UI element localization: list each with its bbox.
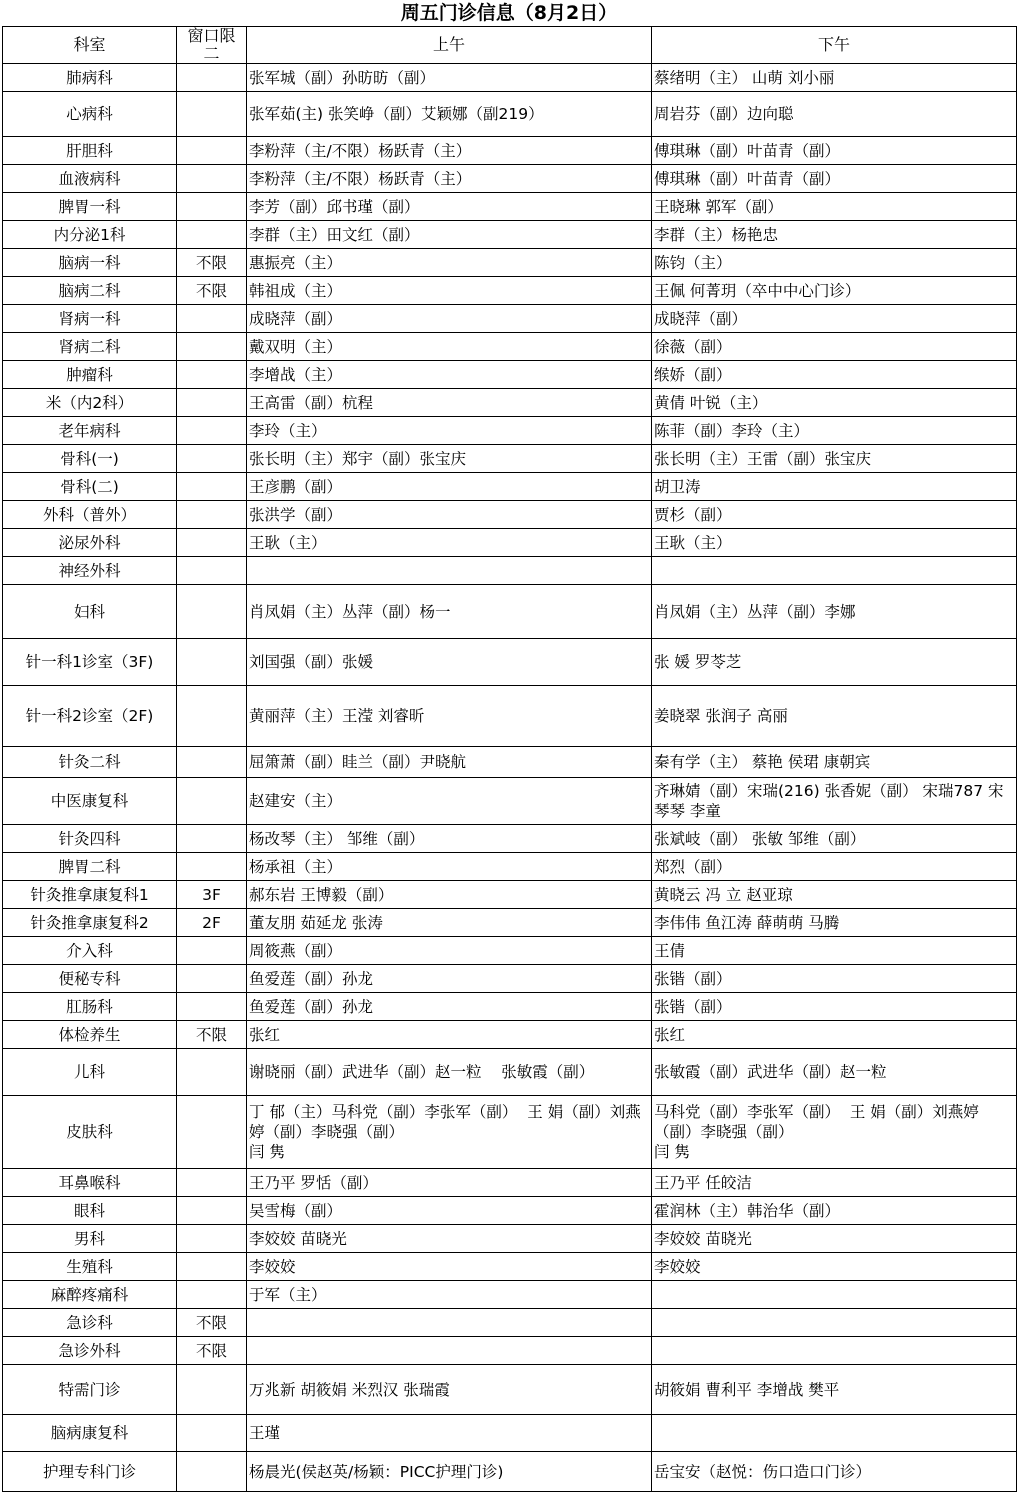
dept-cell: 肛肠科 bbox=[3, 993, 177, 1021]
morning-cell: 鱼爱莲（副）孙龙 bbox=[247, 993, 652, 1021]
afternoon-cell: 徐薇（副） bbox=[652, 333, 1017, 361]
afternoon-cell: 张红 bbox=[652, 1021, 1017, 1049]
dept-cell: 针一科2诊室（2F) bbox=[3, 686, 177, 747]
window-limit-cell: 不限 bbox=[177, 277, 247, 305]
afternoon-cell: 李伟伟 鱼江涛 薛萌萌 马腾 bbox=[652, 909, 1017, 937]
afternoon-cell: 李群（主）杨艳忠 bbox=[652, 221, 1017, 249]
window-limit-cell bbox=[177, 165, 247, 193]
window-limit-cell bbox=[177, 529, 247, 557]
afternoon-cell: 李姣姣 bbox=[652, 1253, 1017, 1281]
table-row bbox=[3, 1365, 1017, 1415]
window-limit-cell bbox=[177, 639, 247, 686]
table-row bbox=[3, 333, 1017, 361]
window-limit-cell: 不限 bbox=[177, 1021, 247, 1049]
dept-cell: 肾病一科 bbox=[3, 305, 177, 333]
dept-cell: 心病科 bbox=[3, 92, 177, 137]
morning-cell: 赵建安（主） bbox=[247, 778, 652, 825]
window-limit-cell bbox=[177, 1281, 247, 1309]
table-row bbox=[3, 501, 1017, 529]
table-row bbox=[3, 686, 1017, 747]
page-title: 周五门诊信息（8月2日） bbox=[400, 2, 618, 24]
table-row bbox=[3, 909, 1017, 937]
afternoon-cell: 胡筱娟 曹利平 李增战 樊平 bbox=[652, 1365, 1017, 1415]
dept-cell: 急诊科 bbox=[3, 1309, 177, 1337]
window-limit-cell: 不限 bbox=[177, 249, 247, 277]
table-row bbox=[3, 1253, 1017, 1281]
afternoon-cell: 黄倩 叶锐（主） bbox=[652, 389, 1017, 417]
morning-cell: 丁 郁（主）马科党（副）李张军（副） 王 娟（副）刘燕婷（副）李晓强（副） 闫 隽 bbox=[247, 1096, 652, 1169]
morning-cell: 王耿（主） bbox=[247, 529, 652, 557]
morning-cell: 李姣姣 苗晓光 bbox=[247, 1225, 652, 1253]
afternoon-cell: 黄晓云 冯 立 赵亚琼 bbox=[652, 881, 1017, 909]
table-row bbox=[3, 825, 1017, 853]
table-row bbox=[3, 937, 1017, 965]
dept-cell: 儿科 bbox=[3, 1049, 177, 1096]
window-limit-cell bbox=[177, 333, 247, 361]
dept-cell: 脑病一科 bbox=[3, 249, 177, 277]
afternoon-cell bbox=[652, 557, 1017, 585]
afternoon-cell: 齐琳婧（副）宋瑞(216) 张香妮（副） 宋瑞787 宋琴琴 李童 bbox=[652, 778, 1017, 825]
dept-cell: 针一科1诊室（3F) bbox=[3, 639, 177, 686]
afternoon-cell bbox=[652, 1415, 1017, 1452]
afternoon-cell: 张敏霞（副）武进华（副）赵一粒 bbox=[652, 1049, 1017, 1096]
afternoon-cell: 郑烈（副） bbox=[652, 853, 1017, 881]
morning-cell: 万兆新 胡筱娟 米烈汉 张瑞霞 bbox=[247, 1365, 652, 1415]
morning-cell: 惠振亮（主） bbox=[247, 249, 652, 277]
window-limit-cell bbox=[177, 1415, 247, 1452]
window-limit-cell bbox=[177, 361, 247, 389]
table-row bbox=[3, 417, 1017, 445]
window-limit-cell bbox=[177, 501, 247, 529]
header-am: 上午 bbox=[247, 27, 652, 64]
morning-cell: 张长明（主）郑宇（副）张宝庆 bbox=[247, 445, 652, 473]
header-row bbox=[3, 27, 1017, 64]
dept-cell: 肺病科 bbox=[3, 64, 177, 92]
window-limit-cell bbox=[177, 1049, 247, 1096]
dept-cell: 针灸推拿康复科2 bbox=[3, 909, 177, 937]
table-row bbox=[3, 1452, 1017, 1492]
morning-cell: 成晓萍（副） bbox=[247, 305, 652, 333]
dept-cell: 耳鼻喉科 bbox=[3, 1169, 177, 1197]
morning-cell: 张洪学（副） bbox=[247, 501, 652, 529]
dept-cell: 介入科 bbox=[3, 937, 177, 965]
afternoon-cell: 胡卫涛 bbox=[652, 473, 1017, 501]
afternoon-cell: 贾杉（副） bbox=[652, 501, 1017, 529]
window-limit-cell bbox=[177, 1253, 247, 1281]
morning-cell: 李增战（主） bbox=[247, 361, 652, 389]
table-row bbox=[3, 529, 1017, 557]
table-row bbox=[3, 249, 1017, 277]
dept-cell: 骨科(二) bbox=[3, 473, 177, 501]
table-row bbox=[3, 1337, 1017, 1365]
afternoon-cell: 肖凤娟（主）丛萍（副）李娜 bbox=[652, 585, 1017, 639]
dept-cell: 内分泌1科 bbox=[3, 221, 177, 249]
afternoon-cell: 陈菲（副）李玲（主） bbox=[652, 417, 1017, 445]
window-limit-cell bbox=[177, 965, 247, 993]
table-row bbox=[3, 137, 1017, 165]
morning-cell: 郝东岩 王博毅（副） bbox=[247, 881, 652, 909]
afternoon-cell: 李姣姣 苗晓光 bbox=[652, 1225, 1017, 1253]
morning-cell: 谢晓丽（副）武进华（副）赵一粒 张敏霞（副） bbox=[247, 1049, 652, 1096]
dept-cell: 中医康复科 bbox=[3, 778, 177, 825]
dept-cell: 针灸二科 bbox=[3, 747, 177, 778]
table-row bbox=[3, 1021, 1017, 1049]
table-row bbox=[3, 1309, 1017, 1337]
table-row bbox=[3, 445, 1017, 473]
dept-cell: 脑病二科 bbox=[3, 277, 177, 305]
morning-cell: 刘国强（副）张媛 bbox=[247, 639, 652, 686]
dept-cell: 脾胃二科 bbox=[3, 853, 177, 881]
window-limit-cell bbox=[177, 778, 247, 825]
window-limit-cell bbox=[177, 221, 247, 249]
afternoon-cell: 张长明（主）王雷（副）张宝庆 bbox=[652, 445, 1017, 473]
dept-cell: 骨科(一) bbox=[3, 445, 177, 473]
window-limit-cell bbox=[177, 1452, 247, 1492]
morning-cell bbox=[247, 1337, 652, 1365]
table-row bbox=[3, 193, 1017, 221]
table-row bbox=[3, 1197, 1017, 1225]
morning-cell: 王高雷（副）杭程 bbox=[247, 389, 652, 417]
table-row bbox=[3, 639, 1017, 686]
morning-cell: 戴双明（主） bbox=[247, 333, 652, 361]
table-row bbox=[3, 1225, 1017, 1253]
afternoon-cell: 王耿（主） bbox=[652, 529, 1017, 557]
window-limit-cell: 2F bbox=[177, 909, 247, 937]
dept-cell: 护理专科门诊 bbox=[3, 1452, 177, 1492]
table-row bbox=[3, 853, 1017, 881]
window-limit-cell: 不限 bbox=[177, 1309, 247, 1337]
table-row bbox=[3, 473, 1017, 501]
window-limit-cell bbox=[177, 825, 247, 853]
window-limit-cell bbox=[177, 993, 247, 1021]
dept-cell: 肿瘤科 bbox=[3, 361, 177, 389]
dept-cell: 眼科 bbox=[3, 1197, 177, 1225]
morning-cell: 李粉萍（主/不限）杨跃青（主） bbox=[247, 137, 652, 165]
window-limit-cell bbox=[177, 1096, 247, 1169]
header-dept: 科室 bbox=[3, 27, 177, 64]
window-limit-cell bbox=[177, 305, 247, 333]
window-limit-cell bbox=[177, 686, 247, 747]
afternoon-cell: 王晓琳 郭军（副） bbox=[652, 193, 1017, 221]
morning-cell: 韩祖成（主） bbox=[247, 277, 652, 305]
morning-cell: 鱼爱莲（副）孙龙 bbox=[247, 965, 652, 993]
afternoon-cell: 蔡绪明（主） 山萌 刘小丽 bbox=[652, 64, 1017, 92]
clinic-schedule-table bbox=[2, 26, 1017, 1492]
window-limit-cell bbox=[177, 473, 247, 501]
afternoon-cell: 霍润林（主）韩治华（副） bbox=[652, 1197, 1017, 1225]
table-row bbox=[3, 277, 1017, 305]
dept-cell: 特需门诊 bbox=[3, 1365, 177, 1415]
dept-cell: 麻醉疼痛科 bbox=[3, 1281, 177, 1309]
table-row bbox=[3, 165, 1017, 193]
dept-cell: 皮肤科 bbox=[3, 1096, 177, 1169]
dept-cell: 急诊外科 bbox=[3, 1337, 177, 1365]
table-row bbox=[3, 747, 1017, 778]
morning-cell: 李芳（副）邱书瑾（副） bbox=[247, 193, 652, 221]
morning-cell: 王瑾 bbox=[247, 1415, 652, 1452]
morning-cell: 王乃平 罗恬（副） bbox=[247, 1169, 652, 1197]
table-row bbox=[3, 993, 1017, 1021]
afternoon-cell: 缑娇（副） bbox=[652, 361, 1017, 389]
dept-cell: 脾胃一科 bbox=[3, 193, 177, 221]
afternoon-cell: 陈钧（主） bbox=[652, 249, 1017, 277]
header-pm: 下午 bbox=[652, 27, 1017, 64]
afternoon-cell: 王倩 bbox=[652, 937, 1017, 965]
morning-cell: 董友朋 茹延龙 张涛 bbox=[247, 909, 652, 937]
morning-cell: 肖凤娟（主）丛萍（副）杨一 bbox=[247, 585, 652, 639]
morning-cell: 周筱燕（副） bbox=[247, 937, 652, 965]
table-row bbox=[3, 389, 1017, 417]
header-window: 窗口限 二 bbox=[177, 27, 247, 64]
window-limit-cell bbox=[177, 747, 247, 778]
window-limit-cell bbox=[177, 853, 247, 881]
morning-cell: 王彦鹏（副） bbox=[247, 473, 652, 501]
window-limit-cell bbox=[177, 92, 247, 137]
morning-cell: 李群（主）田文红（副） bbox=[247, 221, 652, 249]
window-limit-cell bbox=[177, 137, 247, 165]
dept-cell: 便秘专科 bbox=[3, 965, 177, 993]
afternoon-cell: 张锴（副） bbox=[652, 993, 1017, 1021]
table-row bbox=[3, 1169, 1017, 1197]
window-limit-cell: 3F bbox=[177, 881, 247, 909]
table-row bbox=[3, 1049, 1017, 1096]
window-limit-cell bbox=[177, 1197, 247, 1225]
dept-cell: 妇科 bbox=[3, 585, 177, 639]
dept-cell: 针灸四科 bbox=[3, 825, 177, 853]
dept-cell: 生殖科 bbox=[3, 1253, 177, 1281]
morning-cell: 吴雪梅（副） bbox=[247, 1197, 652, 1225]
window-limit-cell bbox=[177, 557, 247, 585]
morning-cell: 黄丽萍（主）王滢 刘睿昕 bbox=[247, 686, 652, 747]
afternoon-cell: 张 媛 罗苓芝 bbox=[652, 639, 1017, 686]
window-limit-cell bbox=[177, 64, 247, 92]
table-row bbox=[3, 92, 1017, 137]
dept-cell: 脑病康复科 bbox=[3, 1415, 177, 1452]
table-row bbox=[3, 1281, 1017, 1309]
table-row bbox=[3, 64, 1017, 92]
afternoon-cell: 成晓萍（副） bbox=[652, 305, 1017, 333]
afternoon-cell: 马科党（副）李张军（副） 王 娟（副）刘燕婷（副）李晓强（副） 闫 隽 bbox=[652, 1096, 1017, 1169]
dept-cell: 米（内2科） bbox=[3, 389, 177, 417]
morning-cell: 屈箫萧（副）眭兰（副）尹晓航 bbox=[247, 747, 652, 778]
table-row bbox=[3, 585, 1017, 639]
morning-cell: 张军城（副）孙昉昉（副） bbox=[247, 64, 652, 92]
window-limit-cell bbox=[177, 389, 247, 417]
window-limit-cell bbox=[177, 937, 247, 965]
afternoon-cell: 岳宝安（赵悦：伤口造口门诊） bbox=[652, 1452, 1017, 1492]
morning-cell: 于军（主） bbox=[247, 1281, 652, 1309]
table-row bbox=[3, 305, 1017, 333]
afternoon-cell: 秦有学（主） 蔡艳 侯珺 康朝宾 bbox=[652, 747, 1017, 778]
table-row bbox=[3, 557, 1017, 585]
afternoon-cell: 张锴（副） bbox=[652, 965, 1017, 993]
table-row bbox=[3, 778, 1017, 825]
table-row bbox=[3, 1415, 1017, 1452]
morning-cell: 杨晨光(侯赵英/杨颖：PICC护理门诊) bbox=[247, 1452, 652, 1492]
table-row bbox=[3, 221, 1017, 249]
window-limit-cell: 不限 bbox=[177, 1337, 247, 1365]
morning-cell: 杨承祖（主） bbox=[247, 853, 652, 881]
afternoon-cell bbox=[652, 1337, 1017, 1365]
dept-cell: 老年病科 bbox=[3, 417, 177, 445]
dept-cell: 神经外科 bbox=[3, 557, 177, 585]
dept-cell: 男科 bbox=[3, 1225, 177, 1253]
table-body bbox=[3, 27, 1017, 1492]
window-limit-cell bbox=[177, 1365, 247, 1415]
afternoon-cell: 周岩芬（副）边向聪 bbox=[652, 92, 1017, 137]
afternoon-cell: 王乃平 任皎洁 bbox=[652, 1169, 1017, 1197]
morning-cell bbox=[247, 557, 652, 585]
table-row bbox=[3, 965, 1017, 993]
window-limit-cell bbox=[177, 445, 247, 473]
morning-cell: 李玲（主） bbox=[247, 417, 652, 445]
window-limit-cell bbox=[177, 585, 247, 639]
dept-cell: 肝胆科 bbox=[3, 137, 177, 165]
table-row bbox=[3, 881, 1017, 909]
morning-cell: 李粉萍（主/不限）杨跃青（主） bbox=[247, 165, 652, 193]
dept-cell: 血液病科 bbox=[3, 165, 177, 193]
morning-cell: 张红 bbox=[247, 1021, 652, 1049]
afternoon-cell bbox=[652, 1309, 1017, 1337]
afternoon-cell: 张斌岐（副） 张敏 邹维（副） bbox=[652, 825, 1017, 853]
table-row bbox=[3, 1096, 1017, 1169]
morning-cell: 杨改琴（主） 邹维（副） bbox=[247, 825, 652, 853]
window-limit-cell bbox=[177, 1169, 247, 1197]
dept-cell: 针灸推拿康复科1 bbox=[3, 881, 177, 909]
window-limit-cell bbox=[177, 193, 247, 221]
afternoon-cell: 王佩 何菁玥（卒中中心门诊） bbox=[652, 277, 1017, 305]
afternoon-cell: 傅琪琳（副）叶苗青（副） bbox=[652, 165, 1017, 193]
afternoon-cell: 傅琪琳（副）叶苗青（副） bbox=[652, 137, 1017, 165]
afternoon-cell bbox=[652, 1281, 1017, 1309]
dept-cell: 泌尿外科 bbox=[3, 529, 177, 557]
table-row bbox=[3, 361, 1017, 389]
afternoon-cell: 姜晓翠 张润子 高丽 bbox=[652, 686, 1017, 747]
morning-cell: 李姣姣 bbox=[247, 1253, 652, 1281]
dept-cell: 肾病二科 bbox=[3, 333, 177, 361]
morning-cell: 张军茹(主) 张笑峥（副）艾颖娜（副219） bbox=[247, 92, 652, 137]
morning-cell bbox=[247, 1309, 652, 1337]
dept-cell: 外科（普外） bbox=[3, 501, 177, 529]
window-limit-cell bbox=[177, 417, 247, 445]
window-limit-cell bbox=[177, 1225, 247, 1253]
dept-cell: 体检养生 bbox=[3, 1021, 177, 1049]
